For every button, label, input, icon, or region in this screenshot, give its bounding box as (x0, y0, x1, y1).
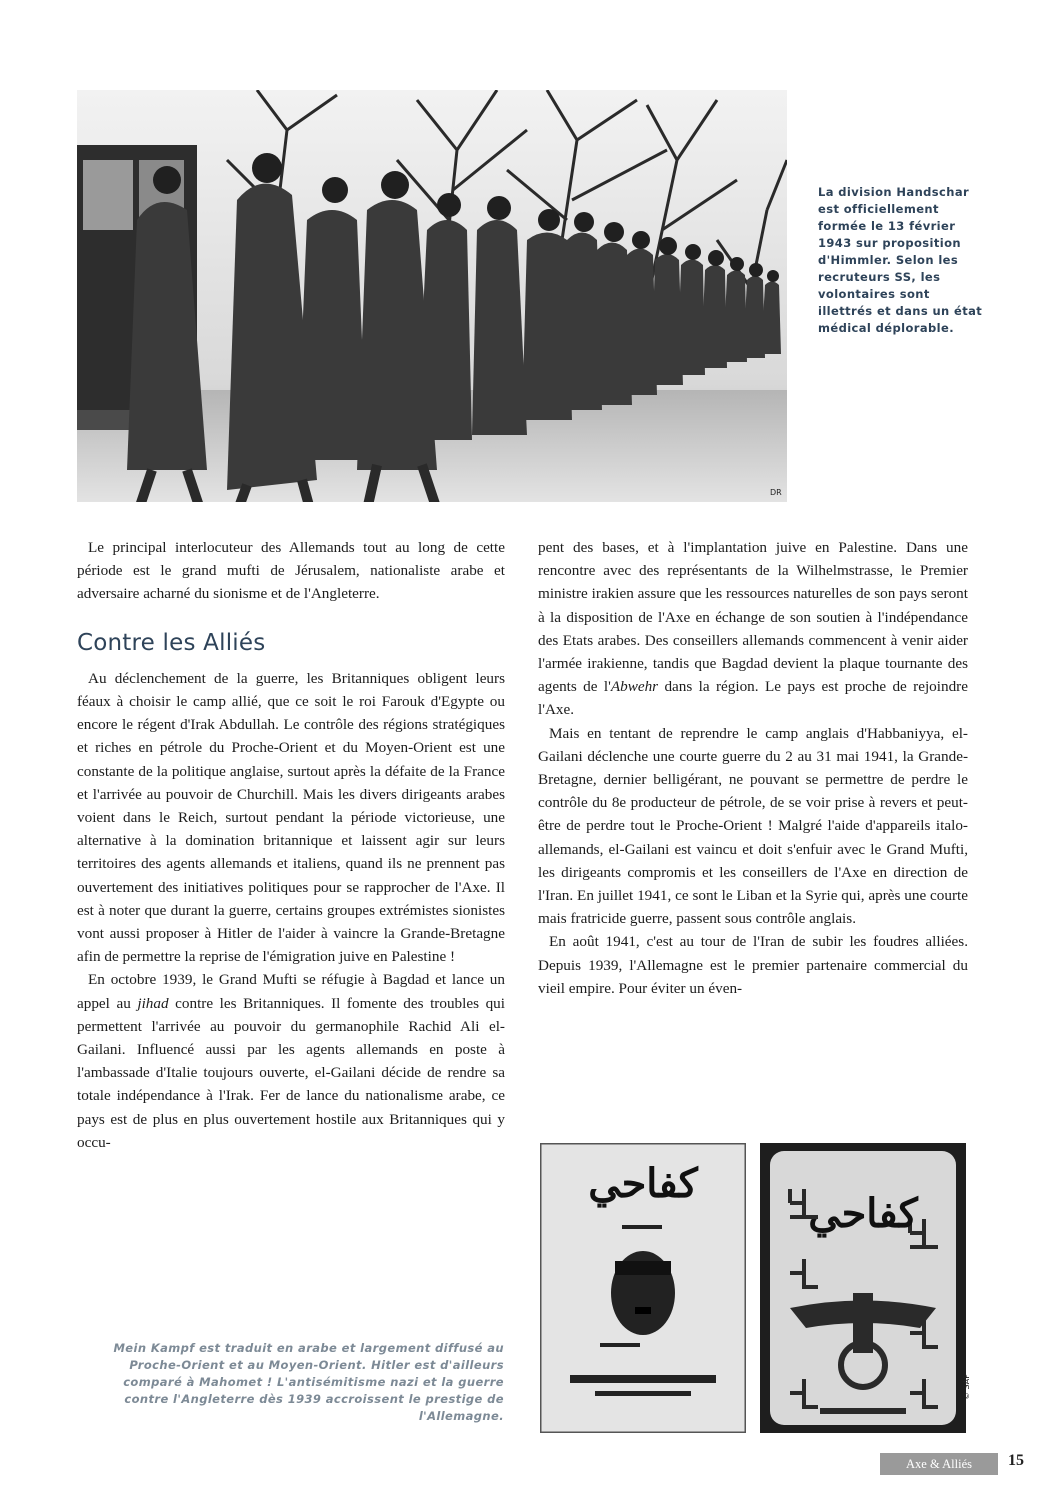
caption-text: est traduit en arabe et largement diffusé au Proche-Orient et au Moyen-Orient. Hitler est d'ailleurs comparé à Mahomet ! L'antisémitisme nazi et la guerre contre l'Angleterre dès 1939 accroissent le prestige de l'Allemagne. (123, 1341, 504, 1423)
photo-credit: DR (770, 488, 782, 497)
book-caption (92, 1340, 504, 1425)
book-cover-illustration (760, 1143, 966, 1433)
photo-illustration (77, 90, 787, 502)
photo-soldiers-marching (77, 90, 787, 502)
paragraph: Au déclenchement de la guerre, les Britanniques obligent leurs féaux à choisir le camp allié, que ce soit le roi Farouk d'Egypte ou encore le régent d'Irak Abdullah. Le contrôle des régions stratégiques et riches en pétrole du Proche-Orient et du Moyen-Orient est une constante de la politique anglaise, surtout après la défaite de la France et l'arrivée au pouvoir de Churchill. Mais les divers dirigeants arabes voient dans le Reich, surtout pendant la période victorieuse, une alternative à la domination britannique et laissent agir sur leurs territoires des agents allemands et italiens, quand ils ne prennent pas ouvertement des initiatives politiques pour se rapprocher de l'Axe. Il est à noter que durant la guerre, certains groupes extrémistes sionistes vont aussi proposer à Hitler de l'aider à vaincre la Grande-Bretagne afin de permettre la reprise de l'émigration juive en Palestine ! (77, 669, 505, 966)
emphasis-abwehr: Abwehr (610, 678, 659, 696)
article-column-left (77, 536, 505, 1154)
section-heading: Contre les Alliés (77, 629, 266, 656)
emphasis-jihad: jihad (137, 994, 169, 1012)
paragraph-text: pent des bases, et à l'implantation juive en Palestine. Dans une rencontre avec des représentants de la Wilhelmstrasse, le Premier ministre irakien assure que les ressources naturelles de son pays seront à la disposition de l'Axe en échange de son soutien à l'indépendance des Etats arabes. Des conseillers allemands commencent à venir aider l'armée irakienne, tandis que Bagdad devient la plaque tournante des agents de l' (538, 539, 968, 696)
paragraph (77, 968, 505, 1154)
book-title-arabic: كفاحي (808, 1190, 918, 1237)
book-cover-eagle (760, 1143, 966, 1433)
book-title-arabic: كفاحي (588, 1160, 698, 1207)
paragraph: Mais en tentant de reprendre le camp anglais d'Habbaniyya, el-Gailani déclenche une courte guerre du 2 au 31 mai 1941, la Grande-Bretagne, dernier belligérant, ne pouvant se permettre de perdre le contrôle du 8e producteur de pétrole, de se voir prise à revers et peut-être de perdre tout le Proche-Orient ! Malgré l'aide d'appareils italo-allemands, el-Gailani est vaincu et doit s'enfuir avec le Grand Mufti, les dirigeants compromis et les conseillers de l'Axe en direction de l'Iran. En juillet 1941, ce sont le Liban et la Syrie qui, après une courte mais fratricide guerre, passent sous contrôle anglais. (538, 724, 968, 928)
paragraph: En août 1941, c'est au tour de l'Iran de subir les foudres alliées. Depuis 1939, l'Allemagne est le premier partenaire commercial du vieil empire. Pour éviter un éven- (538, 933, 968, 997)
article-column-right (538, 536, 968, 1000)
paragraph-text: dans la région. Le pays est proche de rejoindre l'Axe. (538, 678, 968, 719)
photo-credit: © SAP (962, 1373, 971, 1400)
photo-caption: La division Handschar est officiellement formée le 13 février 1943 sur proposition d'Himmler. Selon les recruteurs SS, les volontaires sont illettrés et dans un état médical déplorable. (818, 185, 983, 335)
page-number: 15 (1008, 1452, 1024, 1469)
section-tag: Axe & Alliés (880, 1453, 998, 1475)
paragraph (538, 536, 968, 722)
intro-paragraph: Le principal interlocuteur des Allemands tout au long de cette période est le grand mufti de Jérusalem, nationaliste arabe et adversaire acharné du sionisme et de l'Angleterre. (77, 539, 505, 603)
paragraph-text: En octobre 1939, le Grand Mufti se réfugie à Bagdad et lance un appel au (77, 971, 505, 1012)
paragraph-text: contre les Britanniques. Il fomente des troubles qui permettent l'arrivée au pouvoir du germanophile Rachid Ali el-Gailani. Influencé aussi par les agents allemands en poste à l'ambassade d'Italie toujours ouverte, el-Gailani décide de rendre sa totale indépendance à l'Irak. Fer de lance du nationalisme arabe, ce pays est de plus en plus ouvertement hostile aux Britanniques qui y occu- (77, 994, 505, 1151)
caption-book-title: Mein Kampf (113, 1341, 195, 1355)
